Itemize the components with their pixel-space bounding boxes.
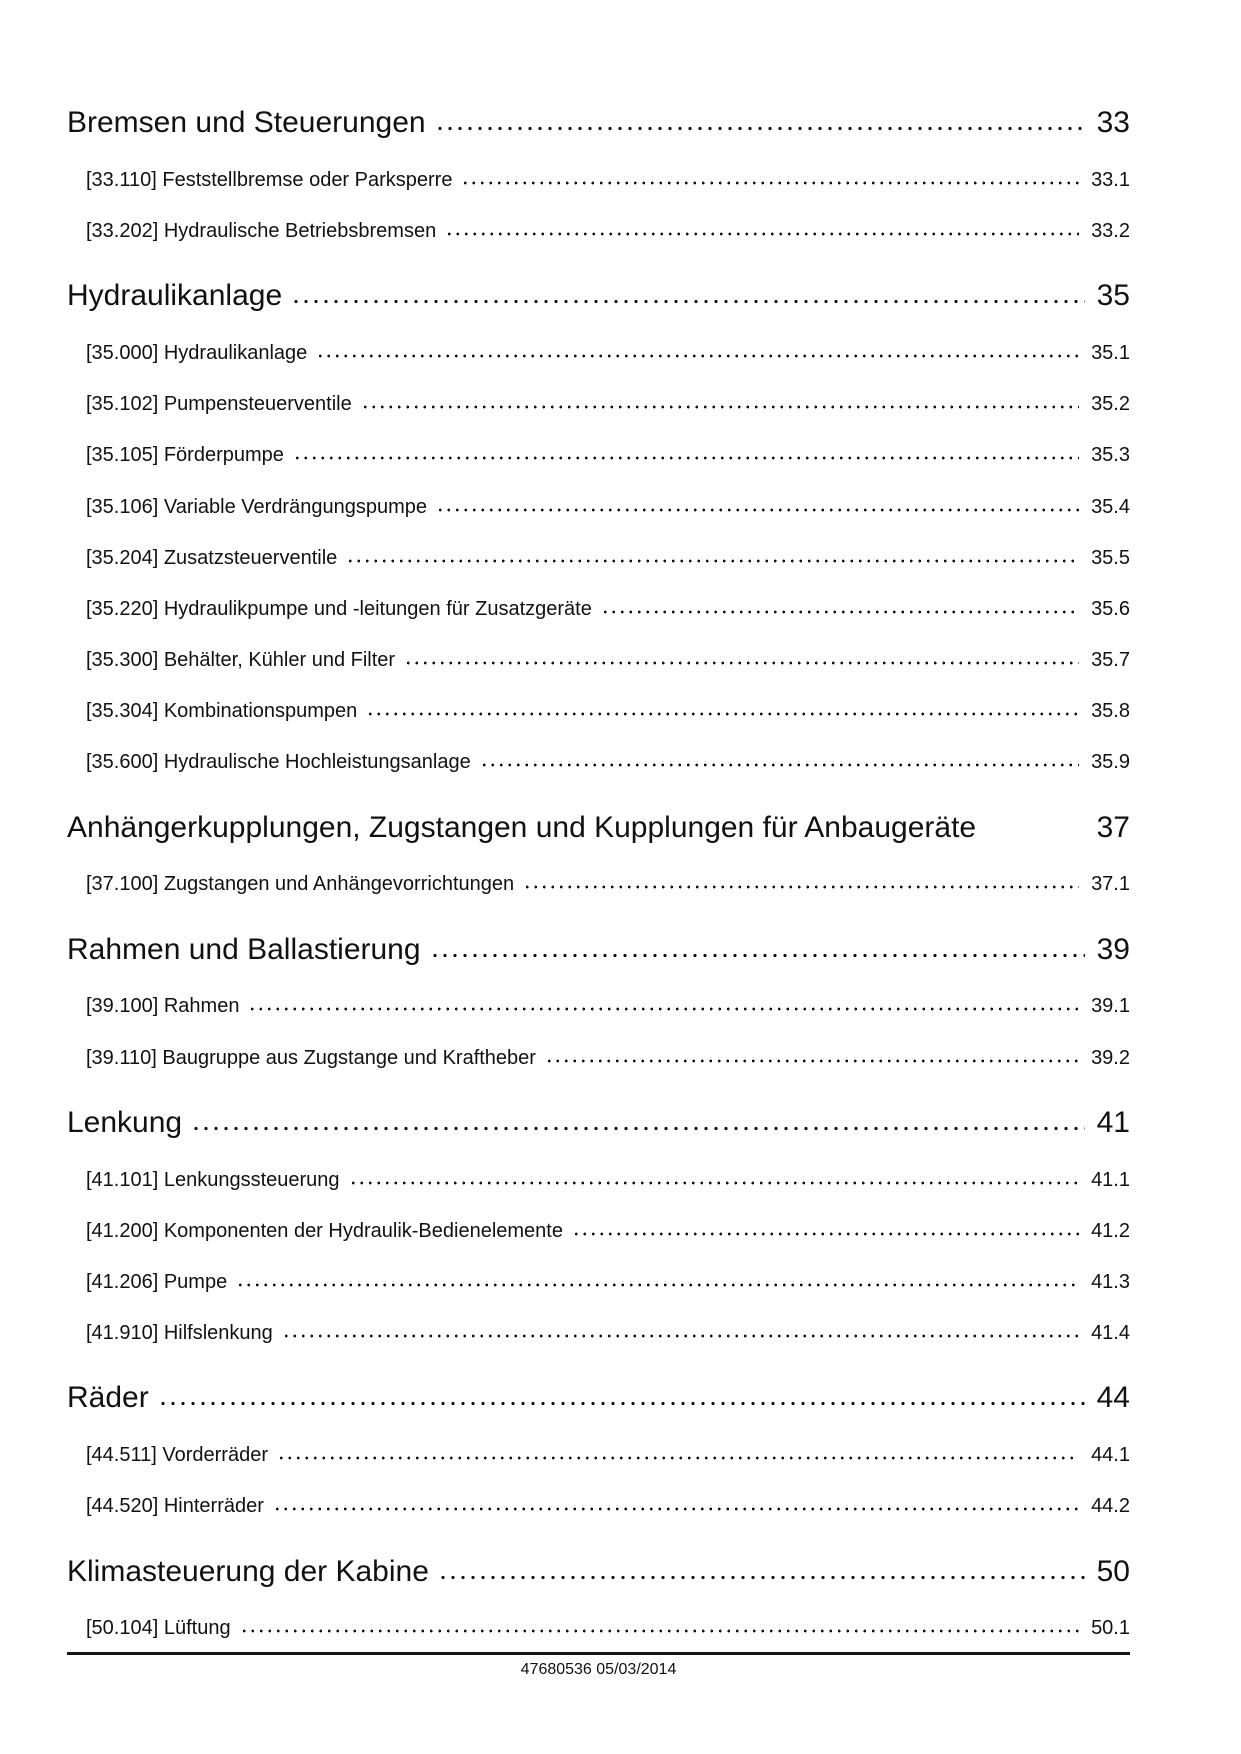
toc-page-number: 33.2	[1091, 219, 1130, 242]
toc-section-heading	[67, 279, 1130, 314]
toc-page-number: 41	[1096, 1105, 1130, 1139]
toc-heading-label: Räder	[67, 1381, 149, 1415]
toc-section-heading	[67, 1106, 1130, 1141]
toc-section-heading	[67, 1555, 1130, 1590]
dot-leader	[236, 1280, 1079, 1288]
toc-section-heading	[67, 933, 1130, 968]
toc-page-number: 41.3	[1091, 1270, 1130, 1293]
toc-entry-label: [37.100] Zugstangen und Anhängevorrichtungen	[86, 873, 515, 896]
toc-page-number: 37.1	[1091, 873, 1130, 896]
toc-page-number: 35.9	[1091, 751, 1130, 774]
toc-entry	[67, 1047, 1130, 1070]
dot-leader	[316, 351, 1079, 359]
toc-page-number: 39	[1096, 932, 1130, 966]
toc-page-number: 35.2	[1091, 393, 1130, 416]
toc-page-number: 41.4	[1091, 1322, 1130, 1345]
toc-page-number: 35.8	[1091, 700, 1130, 723]
toc-entry-label: [35.102] Pumpensteuerventile	[86, 393, 352, 416]
dot-leader	[349, 1178, 1080, 1186]
toc-entry	[67, 342, 1130, 365]
toc-section-heading	[67, 811, 1130, 846]
toc-entry-label: [35.220] Hydraulikpumpe und -leitungen für Zusatzgeräte	[86, 597, 592, 620]
toc-section-heading	[67, 1381, 1130, 1416]
page-footer	[67, 1652, 1130, 1679]
toc-entry-label: [35.304] Kombinationspumpen	[86, 700, 358, 723]
toc-page-number: 44.1	[1091, 1444, 1130, 1467]
toc-entry	[67, 169, 1130, 192]
toc-entry-label: [35.000] Hydraulikanlage	[86, 341, 308, 364]
dot-leader	[248, 1004, 1079, 1012]
toc-entry	[67, 1617, 1130, 1640]
toc-page-number: 50.1	[1091, 1617, 1130, 1640]
toc-heading-label: Hydraulikanlage	[67, 279, 283, 313]
toc-heading-label: Bremsen und Steuerungen	[67, 106, 426, 139]
dot-leader	[366, 709, 1079, 717]
dot-leader	[435, 124, 1085, 132]
toc-page-number: 44	[1096, 1381, 1130, 1415]
dot-leader	[240, 1626, 1079, 1634]
dot-leader	[291, 297, 1084, 305]
dot-leader	[480, 760, 1079, 768]
toc-entry-label: [39.110] Baugruppe aus Zugstange und Kraftheber	[86, 1046, 536, 1069]
toc-page-number: 35.3	[1091, 444, 1130, 467]
toc-entry	[67, 751, 1130, 774]
dot-leader	[572, 1229, 1079, 1237]
dot-leader	[293, 453, 1079, 461]
toc-entry-label: [41.910] Hilfslenkung	[86, 1322, 273, 1345]
toc-entry-label: [33.202] Hydraulische Betriebsbremsen	[86, 219, 437, 242]
toc-entry	[67, 1169, 1130, 1192]
toc-entry	[67, 1495, 1130, 1518]
toc-page-number: 41.2	[1091, 1219, 1130, 1242]
toc-page-number: 37	[1096, 810, 1130, 844]
toc-entry-label: [39.100] Rahmen	[86, 995, 240, 1018]
dot-leader	[158, 1399, 1085, 1407]
toc-entry-label: [35.300] Behälter, Kühler und Filter	[86, 649, 396, 672]
toc-entry	[67, 547, 1130, 570]
dot-leader	[523, 882, 1079, 890]
footer-doc-number-and-date: 47680536 05/03/2014	[520, 1661, 677, 1678]
dot-leader	[277, 1453, 1079, 1461]
toc-entry-label: [35.204] Zusatzsteuerventile	[86, 546, 338, 569]
toc-entry	[67, 1322, 1130, 1345]
toc-entry-label: [44.511] Vorderräder	[86, 1444, 268, 1467]
toc-page-number: 39.1	[1091, 995, 1130, 1018]
toc-heading-label: Anhängerkupplungen, Zugstangen und Kupplungen für Anbaugeräte	[67, 810, 977, 844]
dot-leader	[430, 951, 1085, 959]
toc-entry	[67, 1271, 1130, 1294]
toc-entry	[67, 1220, 1130, 1243]
toc-section-heading	[67, 106, 1130, 141]
toc-entry	[67, 995, 1130, 1018]
toc-entry-label: [33.110] Feststellbremse oder Parksperre	[86, 168, 453, 191]
toc-entry-label: [50.104] Lüftung	[86, 1617, 231, 1640]
toc-entry	[67, 1444, 1130, 1467]
toc-entry-label: [35.600] Hydraulische Hochleistungsanlage	[86, 751, 471, 774]
toc-page-number: 35	[1096, 279, 1130, 313]
dot-leader	[191, 1124, 1085, 1132]
toc-entry	[67, 649, 1130, 672]
toc-page-number: 35.1	[1091, 341, 1130, 364]
toc-entry	[67, 873, 1130, 896]
dot-leader	[445, 229, 1079, 237]
toc-page-number: 39.2	[1091, 1046, 1130, 1069]
toc-page-number: 35.6	[1091, 597, 1130, 620]
dot-leader	[601, 607, 1079, 615]
toc-entry	[67, 700, 1130, 723]
toc-page-number: 35.5	[1091, 546, 1130, 569]
toc-entry	[67, 444, 1130, 467]
toc-page-number: 50	[1096, 1554, 1130, 1588]
dot-leader	[545, 1056, 1079, 1064]
dot-leader	[404, 658, 1079, 666]
toc-page-number: 44.2	[1091, 1495, 1130, 1518]
toc-entry-label: [41.206] Pumpe	[86, 1270, 228, 1293]
table-of-contents	[67, 0, 1130, 1641]
toc-page-number: 35.4	[1091, 495, 1130, 518]
dot-leader	[361, 402, 1079, 410]
toc-entry-label: [35.106] Variable Verdrängungspumpe	[86, 495, 427, 518]
toc-entry	[67, 598, 1130, 621]
toc-heading-label: Lenkung	[67, 1105, 183, 1139]
toc-page-number: 33.1	[1091, 168, 1130, 191]
dot-leader	[985, 829, 1085, 837]
toc-page-number: 35.7	[1091, 649, 1130, 672]
dot-leader	[436, 505, 1079, 513]
toc-entry	[67, 393, 1130, 416]
dot-leader	[346, 556, 1079, 564]
toc-heading-label: Rahmen und Ballastierung	[67, 932, 421, 966]
toc-entry	[67, 496, 1130, 519]
dot-leader	[282, 1331, 1079, 1339]
toc-entry	[67, 220, 1130, 243]
dot-leader	[461, 178, 1079, 186]
dot-leader	[273, 1504, 1079, 1512]
toc-page-number: 33	[1096, 106, 1130, 139]
toc-entry-label: [41.101] Lenkungssteuerung	[86, 1168, 340, 1191]
toc-entry-label: [44.520] Hinterräder	[86, 1495, 264, 1518]
toc-entry-label: [41.200] Komponenten der Hydraulik-Bedienelemente	[86, 1219, 563, 1242]
toc-page-number: 41.1	[1091, 1168, 1130, 1191]
toc-entry-label: [35.105] Förderpumpe	[86, 444, 284, 467]
toc-heading-label: Klimasteuerung der Kabine	[67, 1554, 429, 1588]
dot-leader	[438, 1573, 1085, 1581]
